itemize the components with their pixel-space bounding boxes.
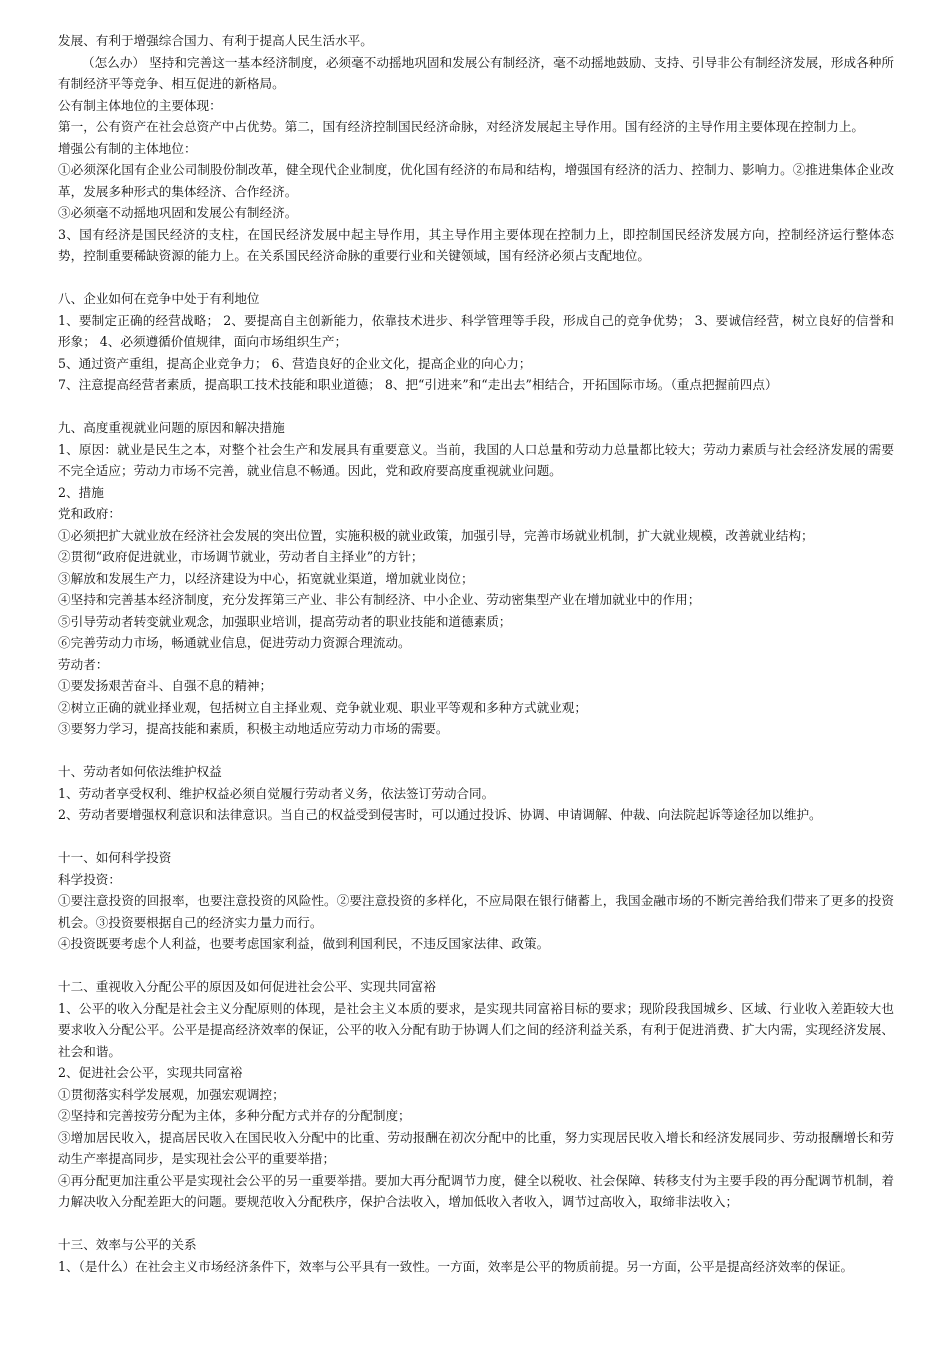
paragraph: 1、劳动者享受权利、维护权益必须自觉履行劳动者义务，依法签订劳动合同。 (58, 785, 495, 801)
section-10 (58, 761, 894, 826)
paragraph: 5、通过资产重组，提高企业竞争力； 6、营造良好的企业文化，提高企业的向心力； (58, 355, 532, 371)
spacer (58, 955, 894, 977)
spacer (58, 826, 894, 848)
paragraph-heading: 劳动者： (58, 656, 109, 672)
spacer (58, 740, 894, 762)
section-12 (58, 976, 894, 1213)
list-item: ③增加居民收入，提高居民收入在国民收入分配中的比重、劳动报酬在初次分配中的比重，努力实现居民收入增长和经济发展同步、劳动报酬增长和劳动生产率提高同步，是实现社会公平的重要举措； (58, 1129, 894, 1166)
paragraph-heading: 公有制主体地位的主要体现： (58, 97, 222, 113)
paragraph: ①要注意投资的回报率，也要注意投资的风险性。②要注意投资的多样化，不应局限在银行储蓄上，我国金融市场的不断完善给我们带来了更多的投资机会。③投资要根据自己的经济实力量力而行。 (58, 893, 894, 930)
paragraph: 1、（是什么）在社会主义市场经济条件下，效率与公平具有一致性。一方面，效率是公平的物质前提。另一方面，公平是提高经济效率的保证。 (58, 1258, 854, 1274)
section-heading: 十二、重视收入分配公平的原因及如何促进社会公平、实现共同富裕 (58, 979, 436, 994)
section-13 (58, 1234, 894, 1277)
section-intro (58, 30, 894, 267)
list-item: ①必须把扩大就业放在经济社会发展的突出位置，实施积极的就业政策，加强引导，完善市场就业机制，扩大就业规模，改善就业结构； (58, 527, 814, 543)
list-item: ④坚持和完善基本经济制度，充分发挥第三产业、非公有制经济、中小企业、劳动密集型产业在增加就业中的作用； (58, 592, 701, 607)
list-item: ④再分配更加注重公平是实现社会公平的另一重要举措。要加大再分配调节力度，健全以税收、社会保障、转移支付为主要手段的再分配调节机制，着力解决收入分配差距大的问题。要规范收入分配秩序，保护合法收入，增加低收入者收入，调节过高收入，取缔非法收入； (58, 1172, 894, 1209)
section-heading: 十三、效率与公平的关系 (58, 1237, 197, 1252)
list-item: ③要努力学习，提高技能和素质，积极主动地适应劳动力市场的需要。 (58, 721, 449, 736)
paragraph-heading: 2、措施 (58, 484, 104, 500)
list-item: ①贯彻落实科学发展观，加强宏观调控； (58, 1086, 285, 1102)
spacer (58, 396, 894, 418)
section-9 (58, 417, 894, 740)
paragraph: ④投资既要考虑个人利益，也要考虑国家利益，做到利国利民，不违反国家法律、政策。 (58, 936, 550, 951)
spacer (58, 267, 894, 289)
spacer (58, 1213, 894, 1235)
paragraph: 3、国有经济是国民经济的支柱，在国民经济发展中起主导作用，其主导作用主要体现在控制力上，即控制国民经济发展方向，控制经济运行整体态势，控制重要稀缺资源的能力上。在关系国民经济命脉的重要行业和关键领域，国有经济必须占支配地位。 (58, 226, 894, 263)
paragraph: 2、劳动者要增强权利意识和法律意识。当自己的权益受到侵害时，可以通过投诉、协调、申请调解、仲裁、向法院起诉等途径加以维护。 (58, 807, 822, 822)
section-11 (58, 847, 894, 955)
paragraph-heading: 科学投资： (58, 871, 121, 887)
list-item: ①要发扬艰苦奋斗、自强不息的精神； (58, 678, 273, 693)
section-heading: 八、企业如何在竞争中处于有利地位 (58, 291, 260, 306)
list-item: ②贯彻“政府促进就业，市场调节就业，劳动者自主择业”的方针； (58, 549, 424, 564)
list-item: ②坚持和完善按劳分配为主体，多种分配方式并存的分配制度； (58, 1108, 411, 1123)
paragraph-heading: 增强公有制的主体地位： (58, 140, 197, 156)
paragraph-heading: 2、促进社会公平，实现共同富裕 (58, 1065, 243, 1080)
section-8 (58, 288, 894, 396)
list-item: ⑤引导劳动者转变就业观念，加强职业培训，提高劳动者的职业技能和道德素质； (58, 613, 512, 629)
paragraph: 第一，公有资产在社会总资产中占优势。第二，国有经济控制国民经济命脉，对经济发展起主导作用。国有经济的主导作用主要体现在控制力上。 (58, 119, 864, 134)
paragraph: 7、注意提高经营者素质，提高职工技术技能和职业道德； 8、把“引进来”和“走出去”相结合，开拓国际市场。（重点把握前四点） (58, 377, 778, 392)
paragraph: ③必须毫不动摇地巩固和发展公有制经济。 (58, 205, 298, 220)
list-item: ②树立正确的就业择业观，包括树立自主择业观、竞争就业观、职业平等观和多种方式就业观； (58, 699, 587, 715)
paragraph: 1、要制定正确的经营战略； 2、要提高自主创新能力，依靠技术进步、科学管理等手段，形成自己的竞争优势； 3、要诚信经营，树立良好的信誉和形象； 4、必须遵循价值规律，面向市场组织生产； (58, 312, 894, 349)
paragraph: 1、公平的收入分配是社会主义分配原则的体现，是社会主义本质的要求，是实现共同富裕目标的要求；现阶段我国城乡、区域、行业收入差距较大也要求收入分配公平。公平是提高经济效率的保证，公平的收入分配有助于协调人们之间的经济利益关系，有利于促进消费、扩大内需，实现经济发展、社会和谐。 (58, 1000, 894, 1059)
paragraph: （怎么办） 坚持和完善这一基本经济制度，必须毫不动摇地巩固和发展公有制经济，毫不动摇地鼓励、支持、引导非公有制经济发展，形成各种所有制经济平等竞争、相互促进的新格局。 (58, 54, 894, 91)
paragraph-heading: 党和政府： (58, 506, 121, 521)
paragraph: 发展、有利于增强综合国力、有利于提高人民生活水平。 (58, 33, 373, 48)
section-heading: 十一、如何科学投资 (58, 850, 172, 865)
paragraph: ①必须深化国有企业公司制股份制改革，健全现代企业制度，优化国有经济的布局和结构，增强国有经济的活力、控制力、影响力。②推进集体企业改革，发展多种形式的集体经济、合作经济。 (58, 162, 894, 199)
paragraph: 1、原因：就业是民生之本，对整个社会生产和发展具有重要意义。当前，我国的人口总量和劳动力总量都比较大；劳动力素质与社会经济发展的需要不完全适应；劳动力市场不完善，就业信息不畅通。因此，党和政府要高度重视就业问题。 (58, 441, 894, 478)
list-item: ⑥完善劳动力市场，畅通就业信息，促进劳动力资源合理流动。 (58, 635, 411, 650)
section-heading: 九、高度重视就业问题的原因和解决措施 (58, 420, 285, 435)
list-item: ③解放和发展生产力，以经济建设为中心，拓宽就业渠道，增加就业岗位； (58, 570, 474, 586)
section-heading: 十、劳动者如何依法维护权益 (58, 764, 222, 779)
